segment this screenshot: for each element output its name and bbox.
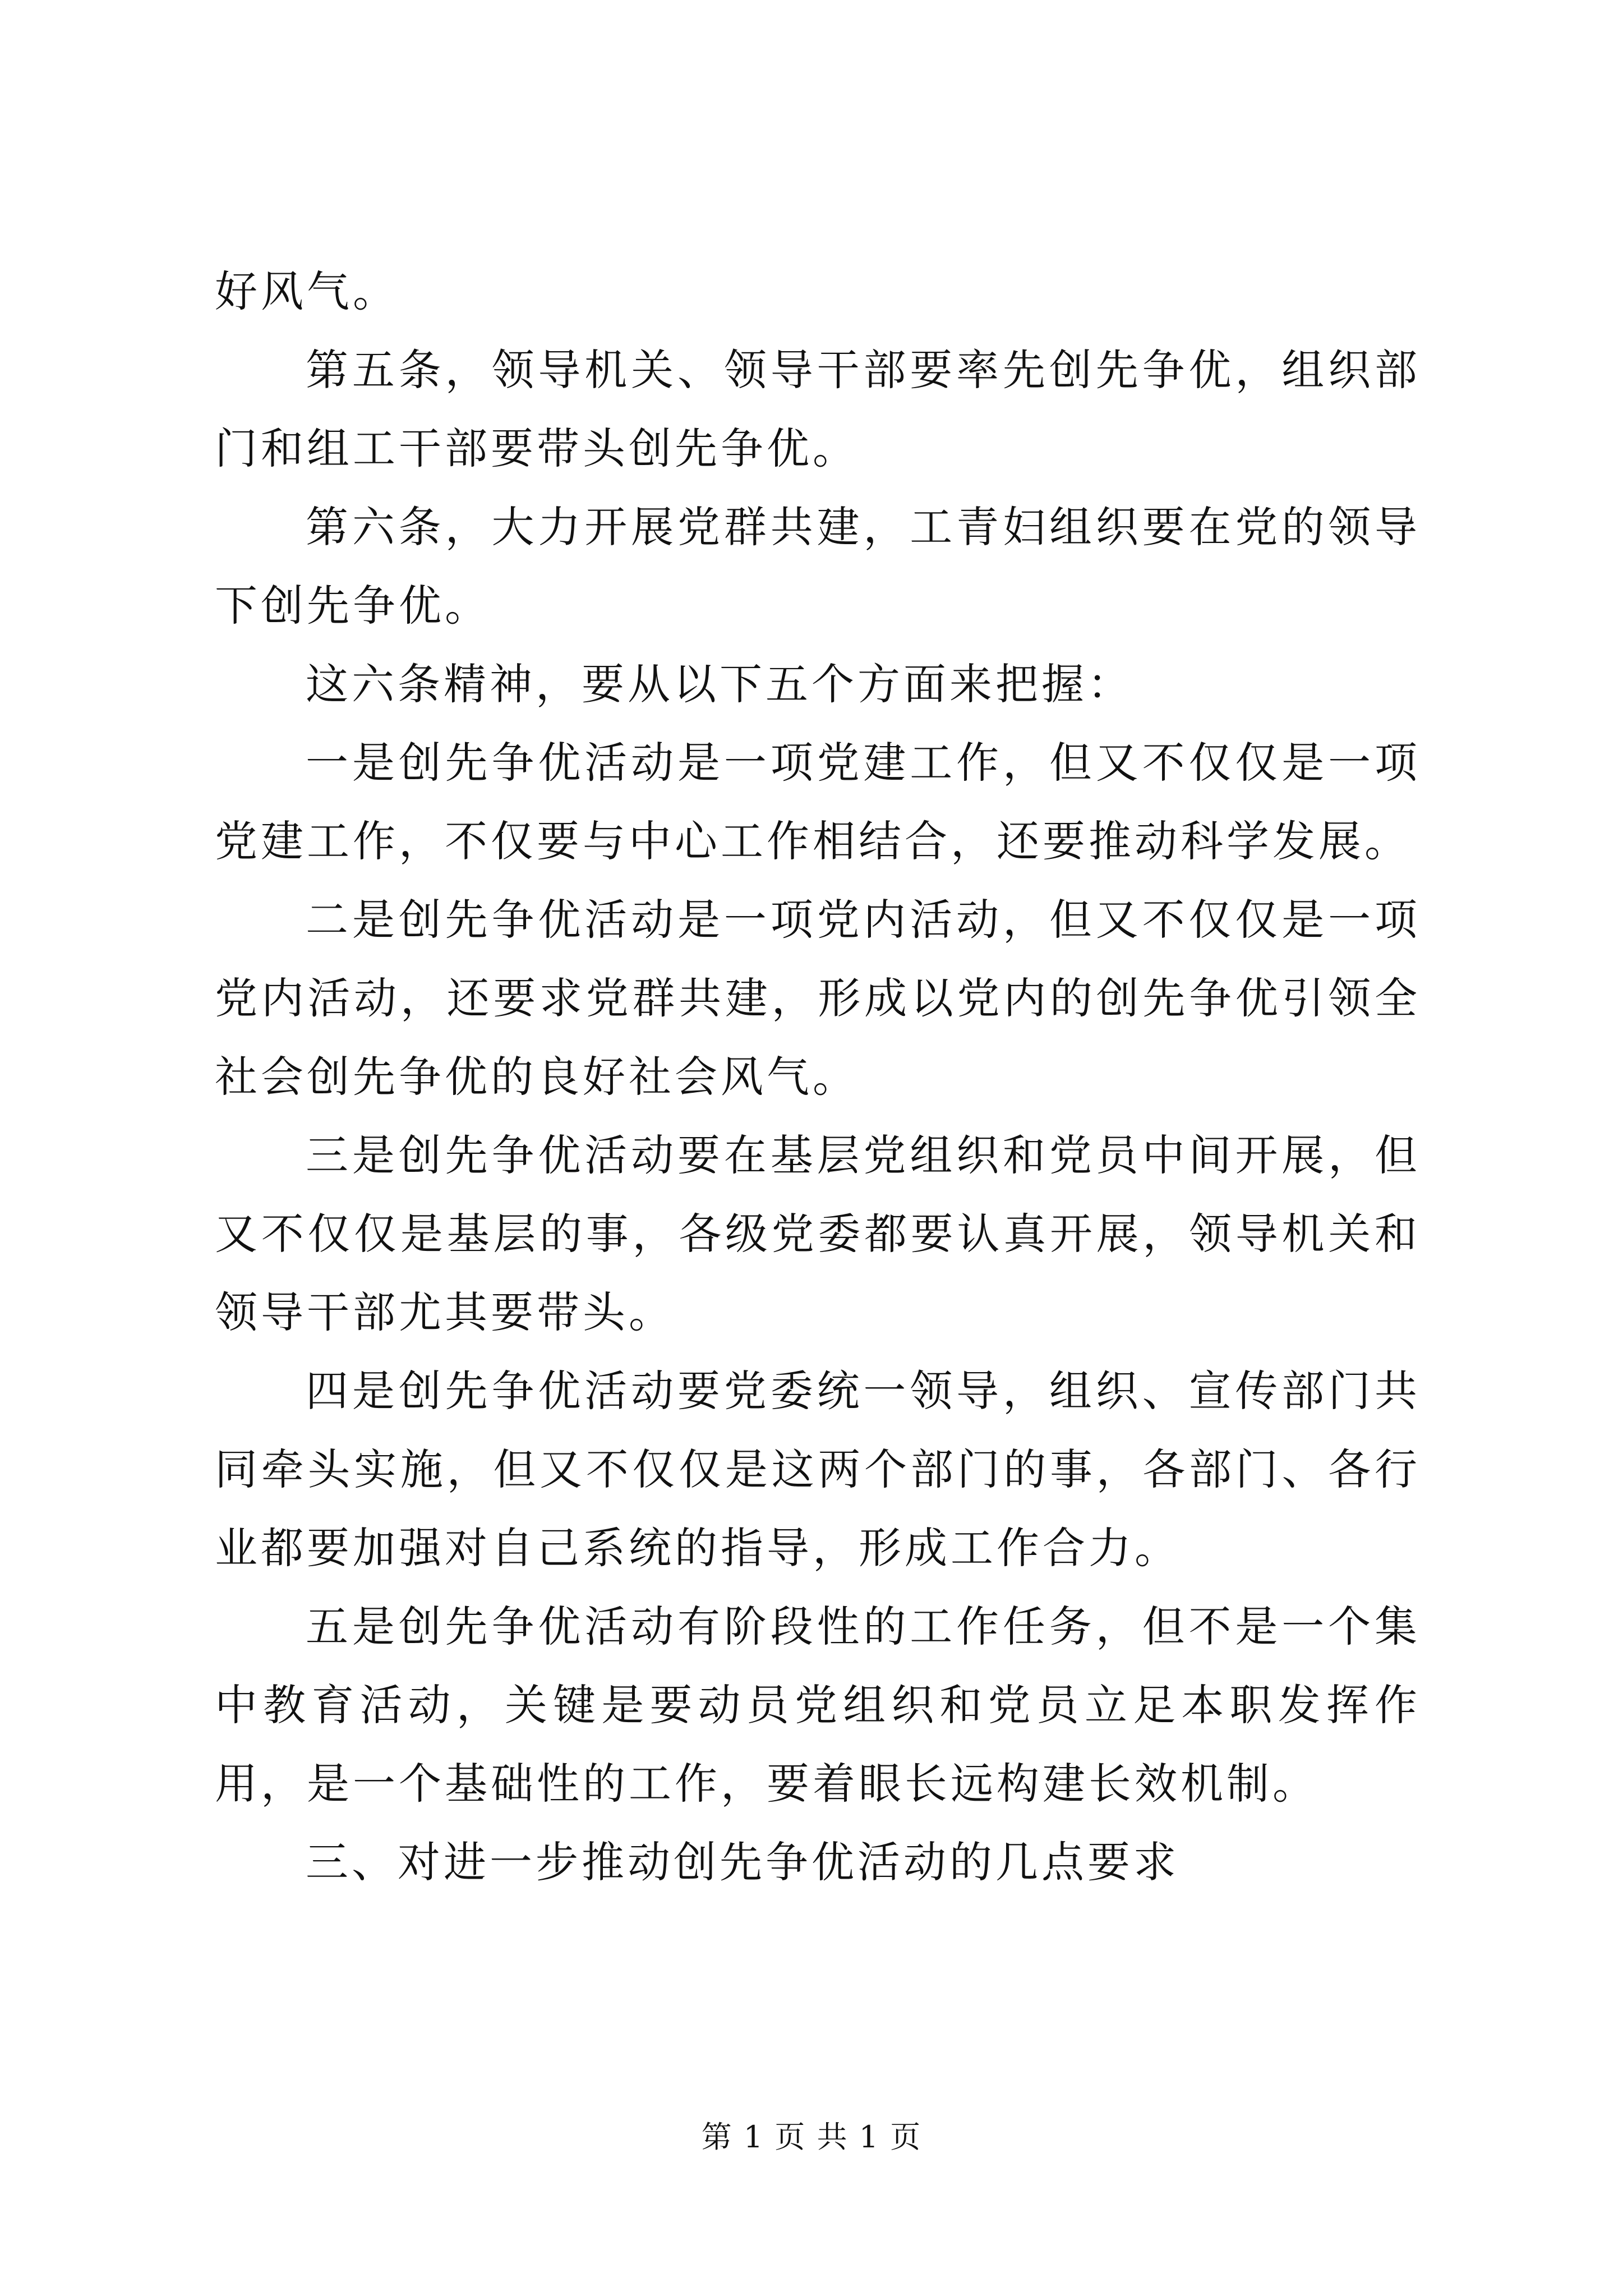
paragraph-point-2: 二是创先争优活动是一项党内活动，但又不仅仅是一项党内活动，还要求党群共建，形成以党内的创先争优引领全社会创先争优的良好社会风气。 xyxy=(215,895,1421,1102)
page-footer xyxy=(0,2118,1623,2157)
document-body xyxy=(215,252,1421,1902)
page-number-label: 第 1 页 共 1 页 xyxy=(701,2119,922,2155)
paragraph-point-5: 五是创先争优活动有阶段性的工作任务，但不是一个集中教育活动，关键是要动员党组织和党员立足本职发挥作用，是一个基础性的工作，要着眼长远构建长效机制。 xyxy=(215,1602,1421,1809)
paragraph-point-1: 一是创先争优活动是一项党建工作，但又不仅仅是一项党建工作，不仅要与中心工作相结合，还要推动科学发展。 xyxy=(215,738,1421,866)
section-heading-3: 三、对进一步推动创先争优活动的几点要求 xyxy=(306,1837,1179,1887)
paragraph-point-3: 三是创先争优活动要在基层党组织和党员中间开展，但又不仅仅是基层的事，各级党委都要认真开展，领导机关和领导干部尤其要带头。 xyxy=(215,1130,1421,1337)
paragraph-point-4: 四是创先争优活动要党委统一领导，组织、宣传部门共同牵头实施，但又不仅仅是这两个部门的事，各部门、各行业都要加强对自己系统的指导，形成工作合力。 xyxy=(215,1366,1421,1573)
paragraph-article-5: 第五条，领导机关、领导干部要率先创先争优，组织部门和组工干部要带头创先争优。 xyxy=(215,345,1421,473)
paragraph-article-6: 第六条，大力开展党群共建，工青妇组织要在党的领导下创先争优。 xyxy=(215,502,1421,631)
paragraph-summary: 这六条精神，要从以下五个方面来把握： xyxy=(306,659,1133,709)
paragraph-continuation: 好风气。 xyxy=(215,266,399,316)
